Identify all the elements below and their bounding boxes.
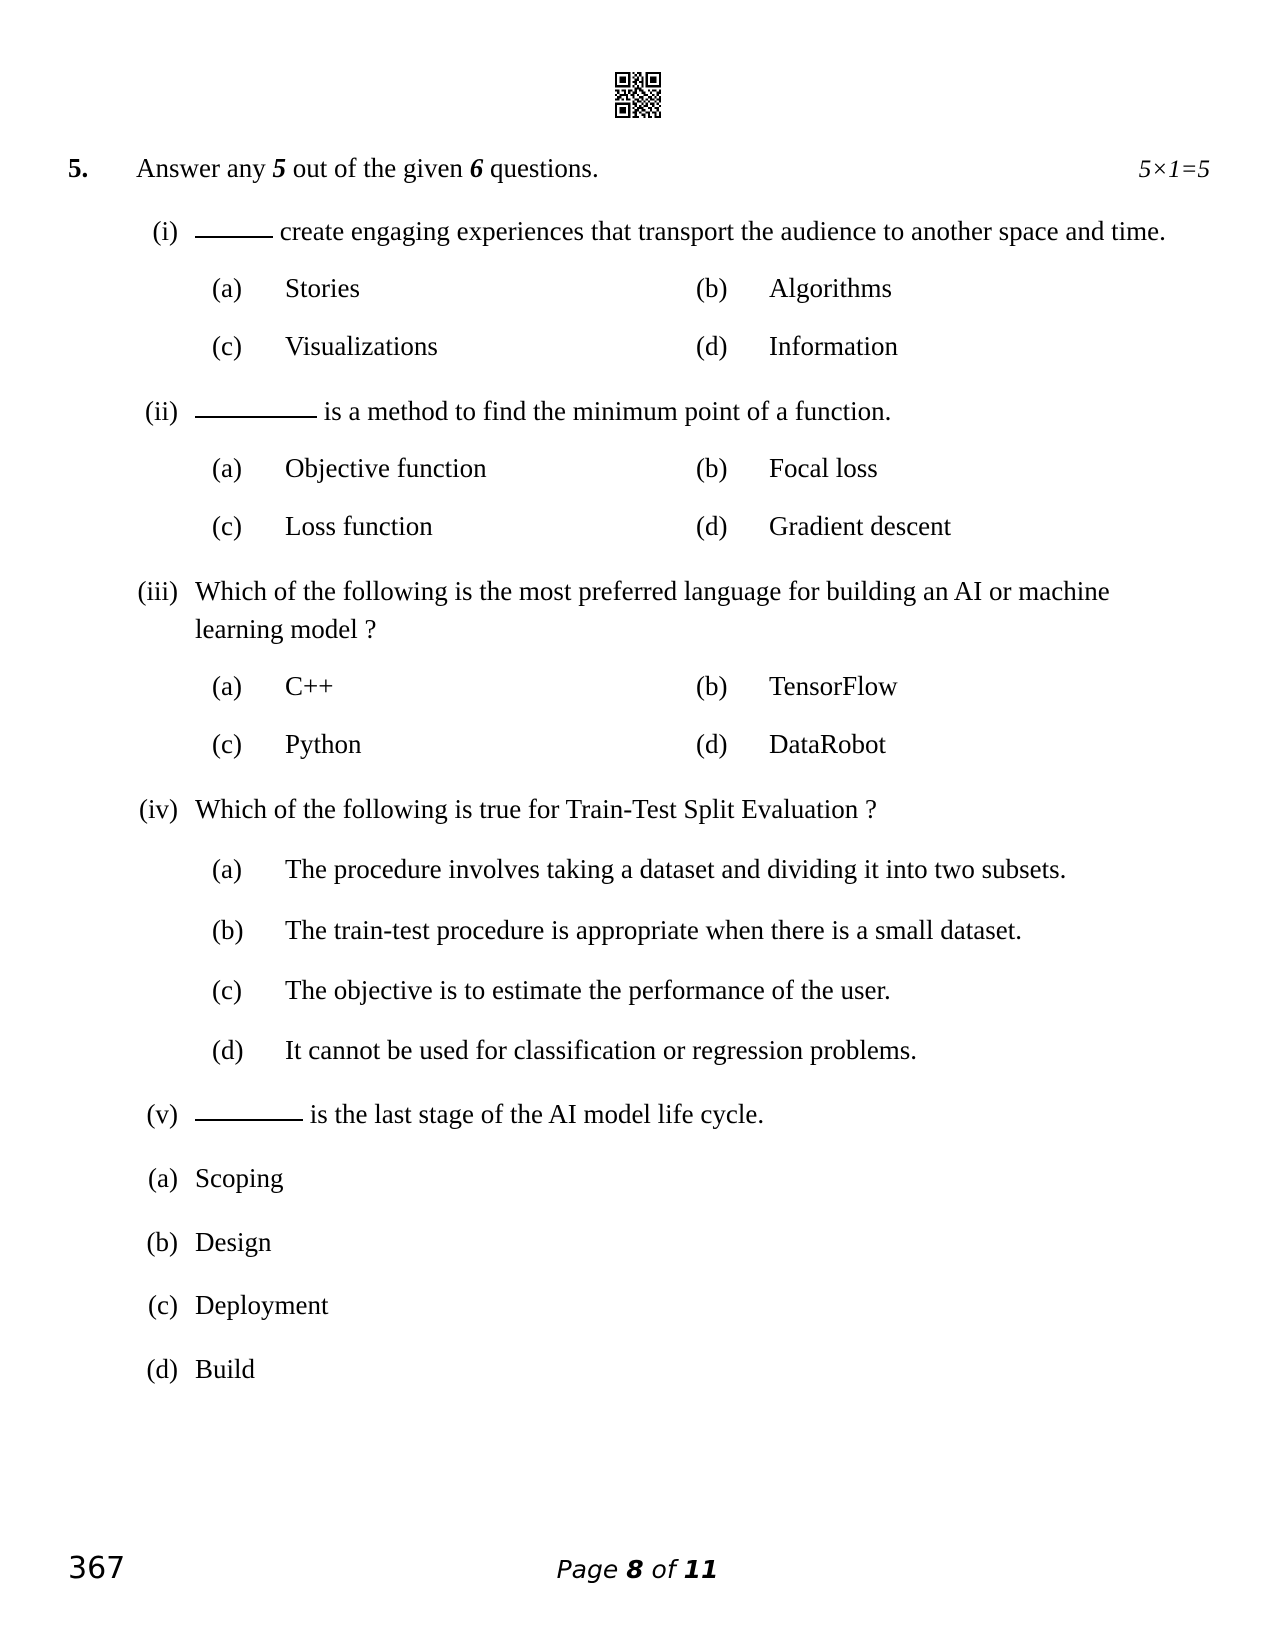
option-tag: (b) bbox=[696, 453, 728, 483]
option-row bbox=[212, 270, 1180, 308]
sub-question-label-i: (i) bbox=[152, 215, 178, 246]
option-i-b[interactable] bbox=[696, 270, 1180, 308]
page-total: 11 bbox=[683, 1555, 719, 1584]
question-number: 5. bbox=[68, 153, 89, 183]
option-v-b[interactable] bbox=[68, 1224, 1275, 1262]
option-text: DataRobot bbox=[769, 729, 886, 760]
question-instruction bbox=[136, 152, 1119, 186]
option-text: Algorithms bbox=[769, 273, 893, 304]
sub-question-stem-i bbox=[195, 212, 1180, 250]
option-text: The procedure involves taking a dataset and dividing it into two subsets. bbox=[285, 854, 1067, 885]
option-v-a[interactable] bbox=[68, 1160, 1275, 1198]
option-text: The train-test procedure is appropriate when there is a small dataset. bbox=[285, 914, 1022, 945]
option-iv-d[interactable] bbox=[212, 1031, 1180, 1069]
page-footer bbox=[0, 1551, 1275, 1591]
sub-question-label-iii: (iii) bbox=[137, 575, 178, 606]
option-row bbox=[212, 508, 1180, 546]
option-tag: (d) bbox=[696, 330, 728, 361]
option-text: It cannot be used for classification or regression problems. bbox=[285, 1035, 918, 1066]
option-i-c[interactable] bbox=[212, 328, 696, 366]
sub-question-stem-ii bbox=[195, 392, 1180, 430]
option-tag: (c) bbox=[148, 1290, 178, 1321]
option-text: Scoping bbox=[195, 1162, 284, 1193]
page-indicator bbox=[0, 1555, 1275, 1584]
option-iii-c[interactable] bbox=[212, 726, 696, 764]
option-tag: (c) bbox=[212, 330, 242, 361]
sub-question-label-ii: (ii) bbox=[145, 395, 178, 426]
fill-blank-v bbox=[195, 1119, 303, 1121]
option-text: Objective function bbox=[285, 453, 487, 483]
fill-blank-i bbox=[195, 236, 273, 238]
options-group-iii bbox=[0, 668, 1275, 764]
option-ii-a[interactable] bbox=[212, 450, 696, 488]
options-group-iv bbox=[0, 850, 1275, 1069]
instruction-part-3: questions. bbox=[483, 153, 599, 183]
option-text: Visualizations bbox=[285, 330, 438, 361]
fill-blank-ii bbox=[195, 416, 317, 418]
sub-question-iv bbox=[0, 790, 1275, 828]
option-text: Focal loss bbox=[769, 453, 878, 483]
option-tag: (a) bbox=[212, 671, 242, 702]
qr-code-icon bbox=[615, 72, 661, 118]
option-text: Build bbox=[195, 1354, 256, 1385]
option-tag: (d) bbox=[212, 1035, 244, 1066]
instruction-part-2: out of the given bbox=[285, 153, 470, 183]
sub-question-v bbox=[0, 1095, 1275, 1133]
option-ii-c[interactable] bbox=[212, 508, 696, 546]
sub-question-i bbox=[0, 212, 1275, 250]
options-group-v bbox=[0, 1160, 1275, 1389]
option-v-d[interactable] bbox=[68, 1351, 1275, 1389]
marks-allocation: 5×1=5 bbox=[1138, 156, 1210, 183]
sub-question-iii bbox=[0, 572, 1275, 649]
question-5-header bbox=[0, 152, 1275, 186]
instruction-part-1: Answer any bbox=[136, 153, 273, 183]
option-row bbox=[212, 328, 1180, 366]
option-row bbox=[212, 668, 1180, 706]
option-tag: (b) bbox=[212, 914, 244, 945]
option-text: Deployment bbox=[195, 1290, 329, 1321]
option-text: The objective is to estimate the performance of the user. bbox=[285, 974, 891, 1005]
sub-question-stem-iii: Which of the following is the most preferred language for building an AI or machine learning model ? bbox=[195, 575, 1110, 644]
option-text: Information bbox=[769, 330, 898, 361]
page-current: 8 bbox=[626, 1555, 644, 1584]
option-tag: (b) bbox=[696, 671, 728, 702]
option-i-d[interactable] bbox=[696, 328, 1180, 366]
option-tag: (b) bbox=[696, 273, 728, 304]
question-content bbox=[0, 152, 1275, 1389]
option-iv-b[interactable] bbox=[212, 911, 1180, 949]
option-row bbox=[212, 450, 1180, 488]
paper-code: 367 bbox=[68, 1551, 126, 1586]
sub-question-ii bbox=[0, 392, 1275, 430]
option-ii-d[interactable] bbox=[696, 508, 1180, 546]
option-text: C++ bbox=[285, 671, 334, 702]
option-ii-b[interactable] bbox=[696, 450, 1180, 488]
sub-question-label-v: (v) bbox=[146, 1099, 178, 1130]
option-tag: (a) bbox=[212, 854, 242, 885]
option-v-c[interactable] bbox=[68, 1287, 1275, 1325]
option-iv-a[interactable] bbox=[212, 850, 1180, 888]
option-tag: (a) bbox=[212, 453, 242, 483]
sub-question-stem-text-i: create engaging experiences that transport the audience to another space and time. bbox=[273, 215, 1166, 246]
instruction-count-total: 6 bbox=[469, 153, 484, 183]
options-group-ii bbox=[0, 450, 1275, 546]
option-text: Loss function bbox=[285, 510, 433, 541]
instruction-count-answer: 5 bbox=[272, 153, 286, 183]
sub-question-stem-text-ii: is a method to find the minimum point of a function. bbox=[317, 395, 892, 426]
option-iii-b[interactable] bbox=[696, 668, 1180, 706]
option-tag: (c) bbox=[212, 974, 242, 1005]
sub-question-stem-v bbox=[195, 1095, 1180, 1133]
option-text: Python bbox=[285, 729, 362, 760]
option-i-a[interactable] bbox=[212, 270, 696, 308]
option-iii-d[interactable] bbox=[696, 726, 1180, 764]
option-row bbox=[212, 726, 1180, 764]
option-tag: (a) bbox=[148, 1162, 178, 1193]
page-label: Page bbox=[556, 1555, 627, 1584]
page-of: of bbox=[643, 1555, 684, 1584]
option-text: Gradient descent bbox=[769, 510, 952, 541]
option-tag: (d) bbox=[696, 729, 728, 760]
option-iv-c[interactable] bbox=[212, 971, 1180, 1009]
options-group-i bbox=[0, 270, 1275, 366]
sub-question-label-iv: (iv) bbox=[139, 793, 178, 824]
option-text: Stories bbox=[285, 273, 361, 304]
option-tag: (b) bbox=[146, 1226, 178, 1257]
option-tag: (c) bbox=[212, 729, 242, 760]
option-text: TensorFlow bbox=[769, 671, 898, 702]
option-tag: (c) bbox=[212, 510, 242, 541]
option-tag: (d) bbox=[696, 510, 728, 541]
option-text: Design bbox=[195, 1226, 272, 1257]
option-tag: (d) bbox=[146, 1354, 178, 1385]
sub-question-stem-iv: Which of the following is true for Train-Test Split Evaluation ? bbox=[195, 793, 878, 824]
qr-code-container bbox=[0, 72, 1275, 118]
option-iii-a[interactable] bbox=[212, 668, 696, 706]
option-tag: (a) bbox=[212, 273, 242, 304]
sub-question-stem-text-v: is the last stage of the AI model life cycle. bbox=[303, 1099, 765, 1130]
